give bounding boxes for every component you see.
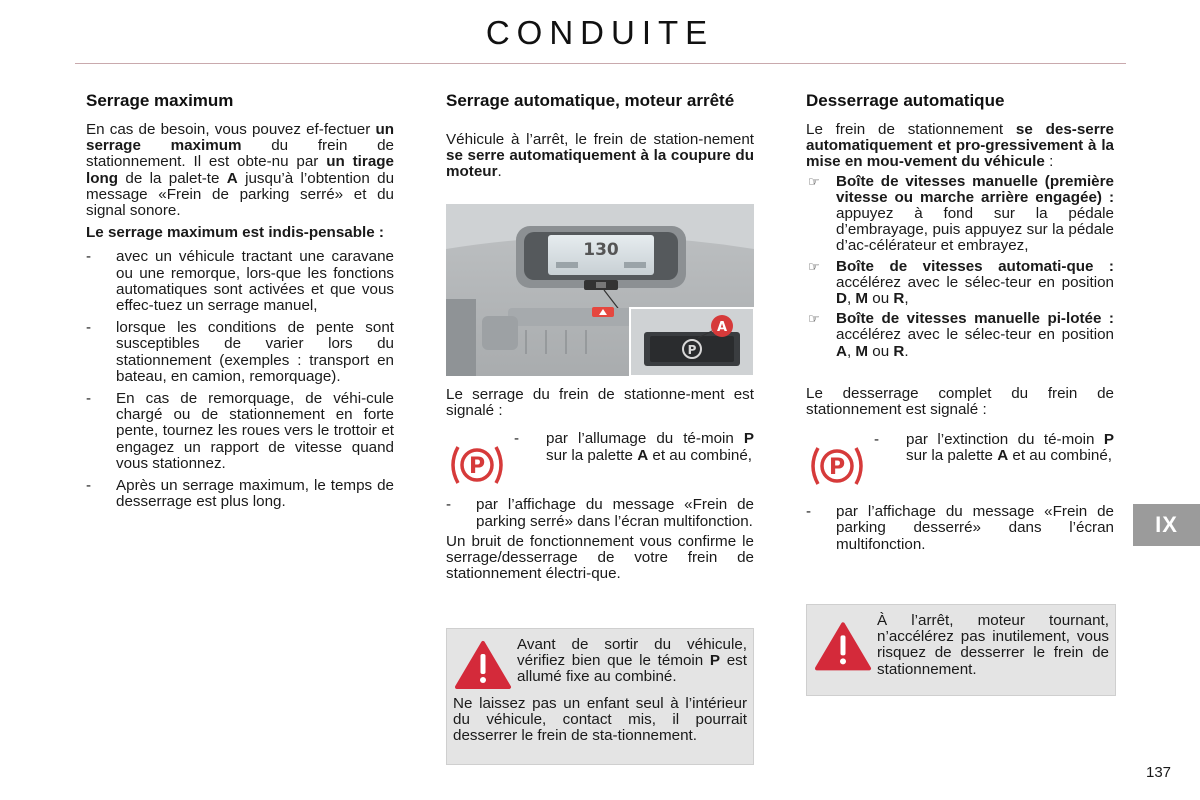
list-item: ☞ Boîte de vitesses automati-que : accélérez avec le sélec-teur en position D, M ou R, (808, 257, 1114, 308)
dash-marker: - (86, 319, 92, 337)
list-item: - lorsque les conditions de pente sont susceptibles de varier lors du stationnement (exemples : transport en bateau, en camion, remorquage). (86, 319, 394, 385)
lamp-row (446, 431, 754, 491)
svg-text:P: P (687, 343, 697, 357)
column-serrage-maximum (86, 92, 394, 516)
warning-triangle-icon (813, 615, 873, 678)
dash-marker: - (806, 503, 812, 521)
column-serrage-automatique (446, 92, 754, 186)
list-item: - Après un serrage maximum, le temps de desserrage est plus long. (86, 477, 394, 511)
warning-text-child: Ne laissez pas un enfant seul à l’intérieur du véhicule, contact mis, il pourrait desserrer le frein de sta-tionnement. (453, 695, 747, 745)
speed-readout: 130 (583, 240, 619, 260)
pointing-hand-icon: ☞ (808, 311, 820, 327)
dash-marker: - (446, 496, 452, 514)
pointing-hand-icon: ☞ (808, 173, 820, 189)
svg-text:A: A (716, 320, 728, 335)
dash-marker: - (86, 477, 92, 495)
parking-brake-lamp-icon (806, 440, 868, 492)
list-item: ☞ Boîte de vitesses manuelle (première vitesse ou marche arrière engagée) : appuyez à fond sur la pédale d’embrayage, puis appuyez sur la pédale d’ac-célérateur et embrayez, (808, 172, 1114, 255)
svg-text:P: P (828, 455, 846, 481)
list-item: - avec un véhicule tractant une caravane ou une remorque, lors-que les fonctions automatiques sont activées et que vous effec-tuez un serrage manuel, (86, 248, 394, 315)
page-number: 137 (1146, 764, 1172, 781)
paragraph-noise: Un bruit de fonctionnement vous confirme le serrage/desserrage de votre frein de stationnement électri-que. (446, 532, 754, 583)
warning-text: À l’arrêt, moteur tournant, n’accélérez pas inutilement, vous risquez de desserrer le frein de stationnement. (877, 612, 1109, 678)
lamp-row (806, 432, 1114, 492)
warning-text: Avant de sortir du véhicule, vérifiez bien que le témoin P est allumé fixe au combiné. (517, 636, 747, 686)
dash-marker: - (874, 431, 880, 449)
section-heading: Serrage automatique, moteur arrêté (446, 91, 735, 110)
gearbox-list (806, 174, 1114, 360)
header-rule (75, 63, 1126, 64)
dash-marker: - (514, 430, 520, 448)
pointing-hand-icon: ☞ (808, 258, 820, 274)
page-title: CONDUITE (485, 14, 715, 51)
dash-marker: - (86, 248, 92, 266)
warning-box-before-leaving (446, 628, 754, 765)
parking-brake-lamp-icon (446, 439, 508, 491)
section-heading: Serrage maximum (86, 91, 234, 110)
svg-text:P: P (468, 454, 486, 480)
list-item: - En cas de remorquage, de véhi-cule chargé ou de stationnement en forte pente, tournez les roues vers le trottoir et engagez un rapport de vitesse quand vous stationnez. (86, 390, 394, 472)
paragraph-intro: Le frein de stationnement se des-serre automatiquement et pro-gressivement à la mise en mou-vement du véhicule : (806, 121, 1114, 171)
paragraph-intro: Véhicule à l’arrêt, le frein de station-nement se serre automatiquement à la coupure du moteur. (446, 131, 754, 181)
column-serrage-automatique-continued (446, 387, 754, 587)
list-item: - par l’affichage du message «Frein de parking serré» dans l’écran multifonction. (446, 496, 754, 530)
condition-list (86, 249, 394, 510)
paragraph-signal: Le serrage du frein de stationne-ment est signalé : (446, 386, 754, 420)
dashboard-illustration (446, 204, 754, 376)
column-desserrage-automatique (806, 92, 1114, 557)
list-item: - par l’affichage du message «Frein de parking desserré» dans l’écran multifonction. (806, 503, 1114, 553)
list-item: - par l’allumage du té-moin P sur la palette A et au combiné, (514, 430, 754, 464)
list-item: - par l’extinction du té-moin P sur la palette A et au combiné, (874, 431, 1114, 465)
paragraph-signal: Le desserrage complet du frein de stationnement est signalé : (806, 384, 1114, 419)
chapter-tab: IX (1133, 504, 1200, 546)
warning-triangle-icon (453, 639, 513, 691)
paragraph-intro: En cas de besoin, vous pouvez ef-fectuer un serrage maximum du frein de stationnement. Il est obte-nu par un tirage long de la palet-te A jusqu’à l’obtention du message «Frein de parking serré» et du signal sonore. (86, 121, 395, 220)
dash-marker: - (86, 390, 92, 408)
list-item: ☞ Boîte de vitesses manuelle pi-lotée : accélérez avec le sélec-teur en position A, M ou R. (808, 310, 1114, 360)
warning-box-engine-running (806, 604, 1116, 696)
section-heading: Desserrage automatique (806, 91, 1005, 110)
paragraph-indispensable: Le serrage maximum est indis-pensable : (86, 224, 384, 242)
